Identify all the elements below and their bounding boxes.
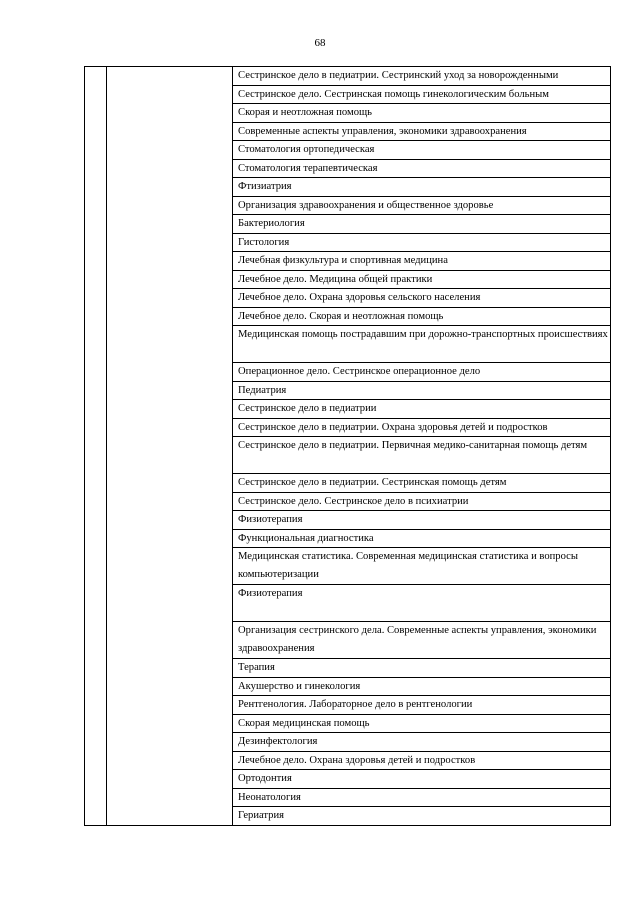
specialty-cell [233,141,611,160]
specialty-cell [233,659,611,678]
specialty-name: Сестринское дело в педиатрии. Первичная медико-санитарная помощь детям [238,440,588,451]
specialty-name: Терапия [238,662,275,673]
specialties-table-body [85,67,611,826]
specialty-cell [233,215,611,234]
specialty-cell [233,252,611,271]
specialty-name: Гериатрия [238,810,285,821]
specialty-name: Рентгенология. Лабораторное дело в рентгенологии [238,699,473,710]
specialty-name: Сестринское дело в педиатрии. Сестринская помощь детям [238,477,507,488]
specialty-cell [233,104,611,123]
specialty-cell [233,233,611,252]
specialty-cell [233,270,611,289]
specialty-cell [233,418,611,437]
specialty-name: Лечебное дело. Медицина общей практики [238,273,433,285]
table-col2-cell [107,67,233,826]
specialty-cell [233,400,611,419]
specialty-name: Педиатрия [238,384,287,396]
specialty-cell [233,307,611,326]
specialty-name: Организация здравоохранения и общественное здоровье [238,199,494,211]
specialties-table [84,66,611,826]
specialty-name: Акушерство и гинекология [238,680,361,692]
specialty-name: Фтизиатрия [238,181,292,192]
specialty-name: Лечебное дело. Охрана здоровья сельского населения [238,292,481,303]
specialty-cell [233,492,611,511]
specialty-cell [233,474,611,493]
specialty-name: Лечебная физкультура и спортивная медицина [238,255,448,266]
specialty-cell [233,548,611,585]
specialty-cell [233,326,611,363]
specialty-name: Функциональная диагностика [238,532,374,544]
specialty-cell [233,807,611,826]
specialty-cell [233,696,611,715]
specialty-name: Скорая и неотложная помощь [238,107,372,118]
specialty-name: Операционное дело. Сестринское операционное дело [238,366,481,377]
specialty-name: Скорая медицинская помощь [238,717,370,729]
table-row [85,67,611,86]
specialty-cell [233,178,611,197]
specialty-name: Физиотерапия [238,588,303,599]
table-col1-cell [85,67,107,826]
page-number: 68 [314,37,326,49]
specialty-name: Сестринское дело. Сестринская помощь гинекологическим больным [238,88,549,100]
specialty-cell [233,751,611,770]
specialty-name: Сестринское дело в педиатрии. Сестринский уход за новорожденными [238,70,559,81]
specialty-cell [233,196,611,215]
specialty-name: Ортодонтия [238,773,292,784]
specialty-name: Медицинская помощь пострадавшим при дорожно-транспортных происшествиях [238,329,608,340]
specialty-cell [233,788,611,807]
specialty-cell [233,770,611,789]
specialty-name: Дезинфектология [238,736,318,747]
specialty-name: Сестринское дело. Сестринское дело в психиатрии [238,495,469,507]
specialty-cell [233,85,611,104]
specialty-name: Гистология [238,236,290,248]
specialty-name: Лечебное дело. Охрана здоровья детей и подростков [238,754,476,766]
specialty-name: Физиотерапия [238,514,303,525]
specialty-cell [233,437,611,474]
specialty-name: Неонатология [238,791,301,803]
specialty-name: Стоматология ортопедическая [238,144,375,155]
specialty-cell [233,622,611,659]
specialty-name: Медицинская статистика. Современная медицинская статистика и вопросы компьютеризации [238,551,578,580]
specialty-name: Стоматология терапевтическая [238,162,378,174]
specialty-cell [233,714,611,733]
specialty-cell [233,363,611,382]
specialty-name: Сестринское дело в педиатрии. Охрана здоровья детей и подростков [238,421,548,433]
specialty-name: Современные аспекты управления, экономики здравоохранения [238,125,527,137]
specialty-cell [233,511,611,530]
specialty-cell [233,289,611,308]
specialty-name: Лечебное дело. Скорая и неотложная помощь [238,310,444,322]
specialty-cell [233,159,611,178]
specialty-cell [233,529,611,548]
specialty-cell [233,122,611,141]
specialty-cell [233,381,611,400]
specialty-name: Сестринское дело в педиатрии [238,403,377,414]
specialty-name: Организация сестринского дела. Современные аспекты управления, экономики здравоохранения [238,625,597,654]
specialty-cell [233,733,611,752]
specialty-cell [233,585,611,622]
specialty-cell [233,677,611,696]
specialty-name: Бактериология [238,218,305,229]
specialty-cell [233,67,611,86]
